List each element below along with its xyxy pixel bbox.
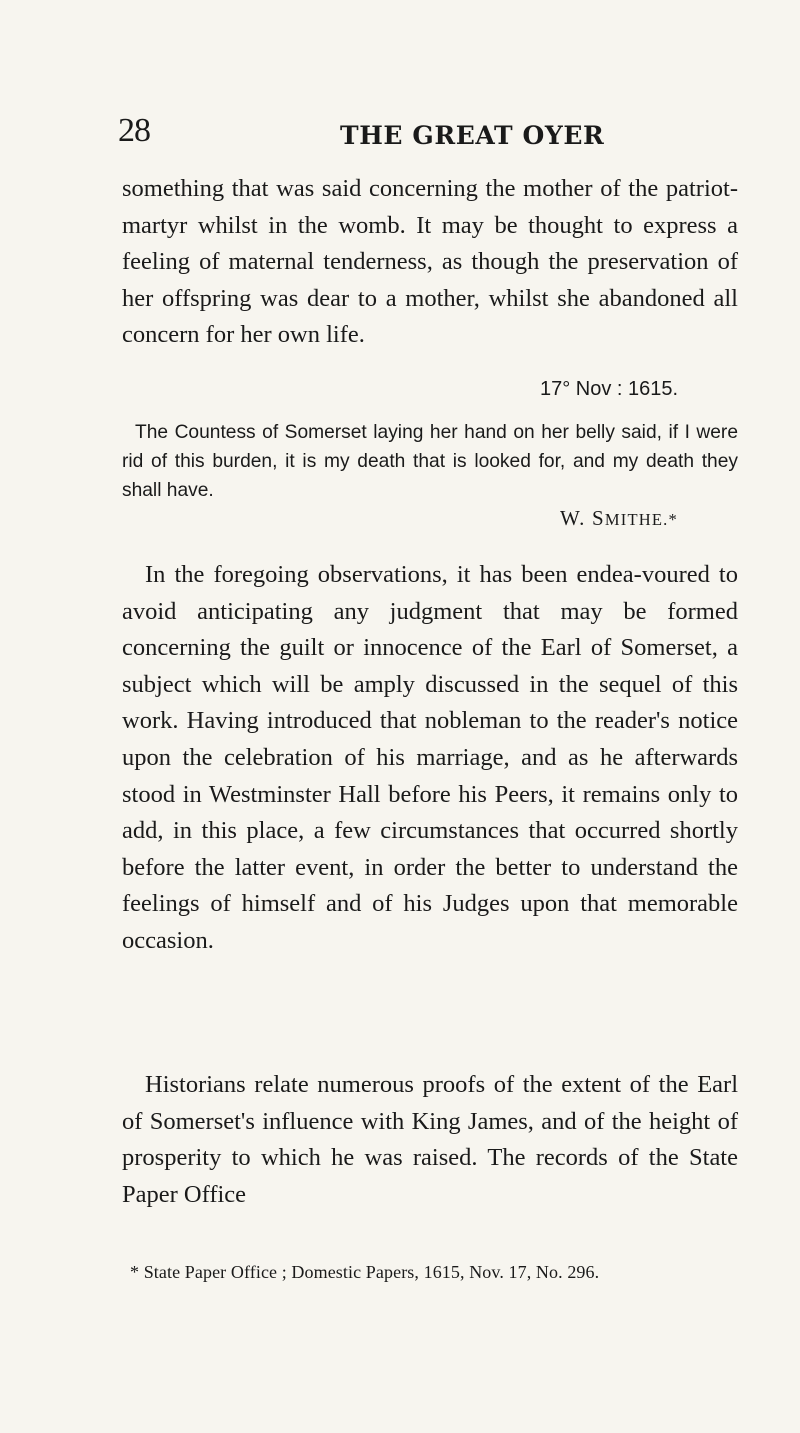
extract-signature [560, 506, 678, 531]
page-number: 28 [118, 112, 150, 149]
footnote: * State Paper Office ; Domestic Papers, 1615, Nov. 17, No. 296. [130, 1262, 600, 1282]
extract-dateline: 17° Nov : 1615. [540, 378, 679, 400]
signature-initial: W. S [560, 506, 605, 530]
paragraph-2-block [122, 557, 738, 960]
paragraph-1: something that was said concerning the mother of the patriot-martyr whilst in the womb. It may be thought to express a feeling of maternal tenderness, as though the preservation of her offspring was dear to a mother, whilst she abandoned all concern for her own life. [122, 175, 738, 349]
paragraph-3-block [122, 1067, 738, 1213]
page-header [0, 112, 800, 156]
running-head: THE GREAT OYER [340, 121, 605, 150]
signature-rest: MITHE.* [604, 510, 678, 529]
extract-text: The Countess of Somerset laying her hand on her belly said, if I were rid of this burden, it is my death that is looked for, and my death they shall have. [122, 422, 738, 501]
paragraph-2: In the foregoing observations, it has been endea-voured to avoid anticipating any judgment that may be formed concerning the guilt or innocence of the Earl of Somerset, a subject which will be amply discussed in the sequel of this work. Having introduced that nobleman to the reader's notice upon the celebration of his marriage, and as he afterwards stood in Westminster Hall before his Peers, it remains only to add, in this place, a few circumstances that occurred shortly before the latter event, in order the better to understand the feelings of himself and of his Judges upon that memorable occasion. [122, 561, 738, 954]
extract-quote [122, 418, 738, 505]
paragraph-3: Historians relate numerous proofs of the extent of the Earl of Somerset's influence with King James, and of the height of prosperity to which he was raised. The records of the State Paper Office [122, 1071, 738, 1208]
paragraph-1-block [122, 171, 738, 354]
